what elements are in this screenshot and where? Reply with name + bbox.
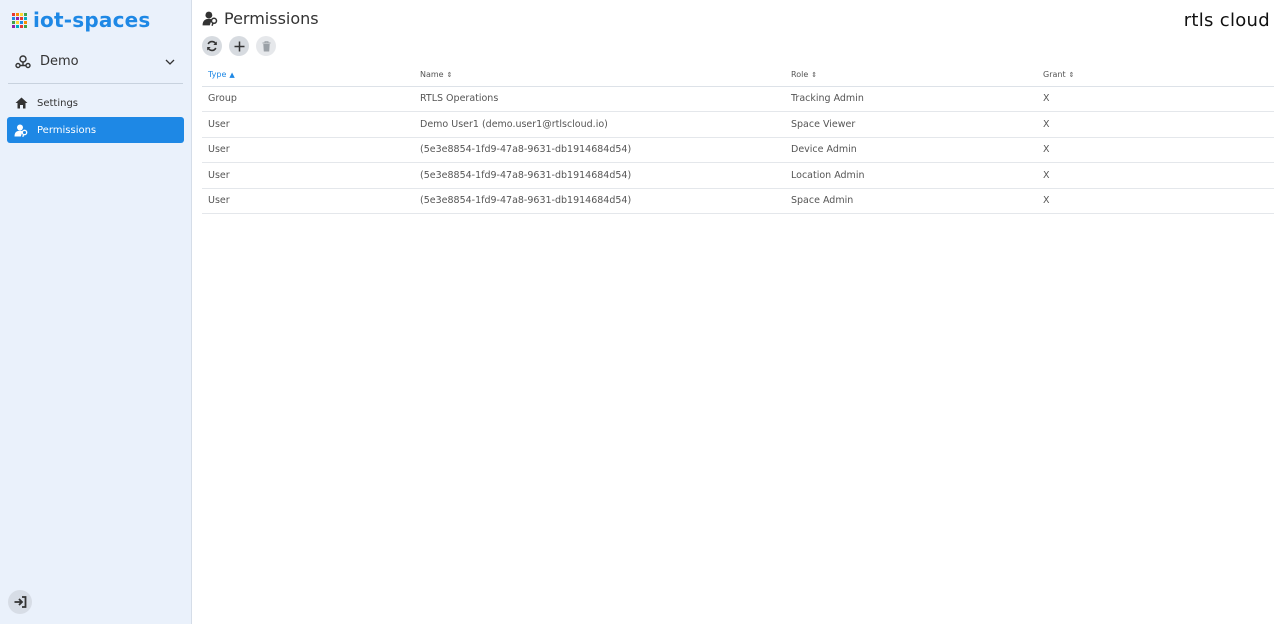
table-row[interactable] bbox=[202, 188, 1274, 214]
sidebar bbox=[0, 0, 192, 624]
home-icon bbox=[13, 95, 29, 111]
table-row[interactable] bbox=[202, 137, 1274, 163]
cell-name: (5e3e8854-1fd9-47a8-9631-db1914684d54) bbox=[414, 137, 785, 163]
cell-role: Tracking Admin bbox=[785, 86, 1037, 112]
toolbar bbox=[202, 36, 1274, 56]
brand-grid-square bbox=[20, 21, 23, 24]
brand[interactable] bbox=[0, 0, 191, 40]
delete-permission-button[interactable] bbox=[256, 36, 276, 56]
main-content bbox=[192, 0, 1280, 624]
cell-role: Device Admin bbox=[785, 137, 1037, 163]
sort-icon: ⇕ bbox=[811, 71, 818, 80]
table-header-row bbox=[202, 64, 1274, 86]
add-permission-button[interactable] bbox=[229, 36, 249, 56]
trash-icon bbox=[262, 37, 271, 56]
cell-type: User bbox=[202, 163, 414, 189]
refresh-button[interactable] bbox=[202, 36, 222, 56]
cell-grant: X bbox=[1037, 163, 1274, 189]
refresh-icon bbox=[206, 37, 218, 56]
column-header-name[interactable] bbox=[414, 64, 785, 86]
brand-title: iot-spaces bbox=[33, 8, 151, 32]
brand-grid-square bbox=[12, 13, 15, 16]
cell-role: Space Admin bbox=[785, 188, 1037, 214]
cell-role: Space Viewer bbox=[785, 112, 1037, 138]
brand-grid-square bbox=[16, 25, 19, 28]
cell-type: User bbox=[202, 137, 414, 163]
brand-grid-square bbox=[16, 17, 19, 20]
brand-grid-square bbox=[12, 17, 15, 20]
table-row[interactable] bbox=[202, 163, 1274, 189]
rtls-cloud-logo: rtls cloud bbox=[1183, 10, 1270, 31]
user-key-icon bbox=[202, 10, 218, 26]
permissions-table bbox=[202, 64, 1274, 214]
chevron-down-icon bbox=[163, 55, 177, 69]
cell-grant: X bbox=[1037, 112, 1274, 138]
cell-type: User bbox=[202, 188, 414, 214]
cell-name: RTLS Operations bbox=[414, 86, 785, 112]
brand-grid-square bbox=[20, 25, 23, 28]
sidebar-nav bbox=[0, 90, 191, 143]
plus-icon bbox=[234, 37, 245, 56]
brand-grid-square bbox=[24, 21, 27, 24]
cell-name: Demo User1 (demo.user1@rtlscloud.io) bbox=[414, 112, 785, 138]
space-selector-label: Demo bbox=[40, 54, 79, 69]
brand-grid-square bbox=[24, 13, 27, 16]
brand-grid-square bbox=[20, 13, 23, 16]
brand-grid-square bbox=[24, 25, 27, 28]
page-title: Permissions bbox=[224, 8, 319, 28]
cell-grant: X bbox=[1037, 137, 1274, 163]
logout-button[interactable] bbox=[8, 590, 32, 614]
sort-icon: ⇕ bbox=[1068, 71, 1075, 80]
cell-type: User bbox=[202, 112, 414, 138]
sidebar-item-settings[interactable] bbox=[7, 90, 184, 116]
brand-grid-square bbox=[16, 21, 19, 24]
cell-name: (5e3e8854-1fd9-47a8-9631-db1914684d54) bbox=[414, 188, 785, 214]
sign-in-icon bbox=[14, 593, 27, 612]
sort-icon: ⇕ bbox=[446, 71, 453, 80]
brand-grid-square bbox=[12, 25, 15, 28]
space-network-icon bbox=[14, 53, 32, 71]
table-row[interactable] bbox=[202, 112, 1274, 138]
sidebar-item-label: Permissions bbox=[37, 124, 97, 136]
column-header-grant[interactable] bbox=[1037, 64, 1274, 86]
brand-grid-square bbox=[24, 17, 27, 20]
user-key-icon bbox=[13, 122, 29, 138]
brand-grid-square bbox=[12, 21, 15, 24]
column-label: Role bbox=[791, 70, 809, 80]
column-header-role[interactable] bbox=[785, 64, 1037, 86]
cell-grant: X bbox=[1037, 86, 1274, 112]
column-label: Type bbox=[208, 70, 227, 80]
column-label: Name bbox=[420, 70, 444, 80]
column-label: Grant bbox=[1043, 70, 1066, 80]
cell-name: (5e3e8854-1fd9-47a8-9631-db1914684d54) bbox=[414, 163, 785, 189]
cell-role: Location Admin bbox=[785, 163, 1037, 189]
sort-asc-icon: ▲ bbox=[229, 71, 235, 80]
space-selector[interactable] bbox=[8, 40, 183, 84]
brand-grid-square bbox=[20, 17, 23, 20]
sidebar-item-label: Settings bbox=[37, 97, 79, 109]
apps-grid-icon bbox=[12, 13, 27, 28]
sidebar-item-permissions[interactable] bbox=[7, 117, 184, 143]
cell-grant: X bbox=[1037, 188, 1274, 214]
table-row[interactable] bbox=[202, 86, 1274, 112]
column-header-type[interactable] bbox=[202, 64, 414, 86]
page-header bbox=[202, 8, 1274, 28]
cell-type: Group bbox=[202, 86, 414, 112]
brand-grid-square bbox=[16, 13, 19, 16]
